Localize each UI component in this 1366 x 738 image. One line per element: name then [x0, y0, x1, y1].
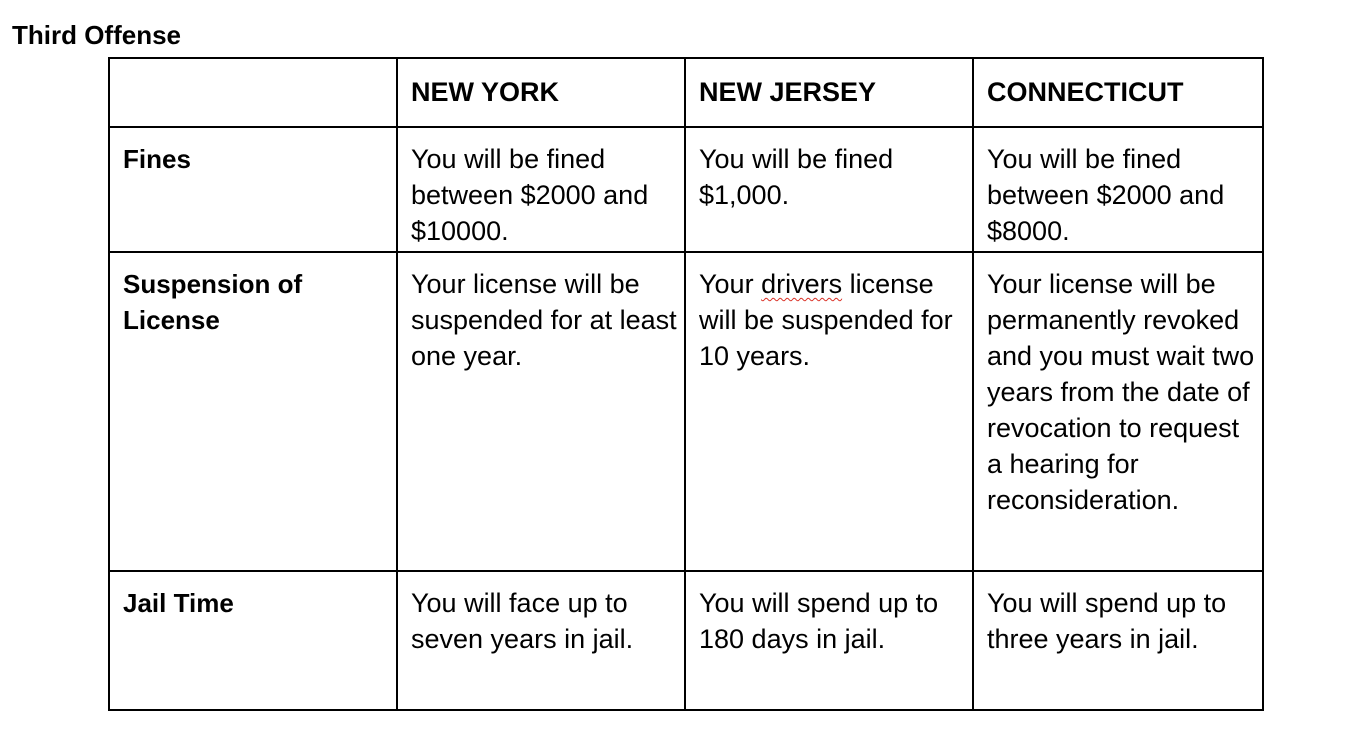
cell-text-after: license will be suspended for 10 years.: [699, 269, 953, 371]
cell-suspension-new-jersey: [685, 252, 973, 571]
table-header-row: [109, 58, 1263, 127]
table-row-jail-time: [109, 571, 1263, 710]
header-connecticut: CONNECTICUT: [973, 58, 1263, 127]
header-new-jersey: NEW JERSEY: [685, 58, 973, 127]
table-row-fines: [109, 127, 1263, 252]
cell-fines-new-jersey: You will be fined $1,000.: [685, 127, 973, 252]
cell-text-before: Your: [699, 269, 762, 299]
cell-fines-new-york: You will be fined between $2000 and $10000.: [397, 127, 685, 252]
cell-suspension-new-york: Your license will be suspended for at least one year.: [397, 252, 685, 571]
cell-jail-connecticut: You will spend up to three years in jail.: [973, 571, 1263, 710]
cell-suspension-connecticut: Your license will be permanently revoked and you must wait two years from the date of revocation to request a hearing for reconsideration.: [973, 252, 1263, 571]
page-title: Third Offense: [12, 20, 182, 50]
header-corner-cell: [109, 58, 397, 127]
table-row-suspension: [109, 252, 1263, 571]
misspelled-word[interactable]: drivers: [761, 269, 843, 299]
cell-jail-new-york: You will face up to seven years in jail.: [397, 571, 685, 710]
cell-jail-new-jersey: You will spend up to 180 days in jail.: [685, 571, 973, 710]
cell-fines-connecticut: You will be fined between $2000 and $8000.: [973, 127, 1263, 252]
row-label-suspension: Suspension of License: [109, 252, 397, 571]
row-label-jail-time: Jail Time: [109, 571, 397, 710]
row-label-fines: Fines: [109, 127, 397, 252]
offense-comparison-table: [108, 57, 1264, 711]
header-new-york: NEW YORK: [397, 58, 685, 127]
